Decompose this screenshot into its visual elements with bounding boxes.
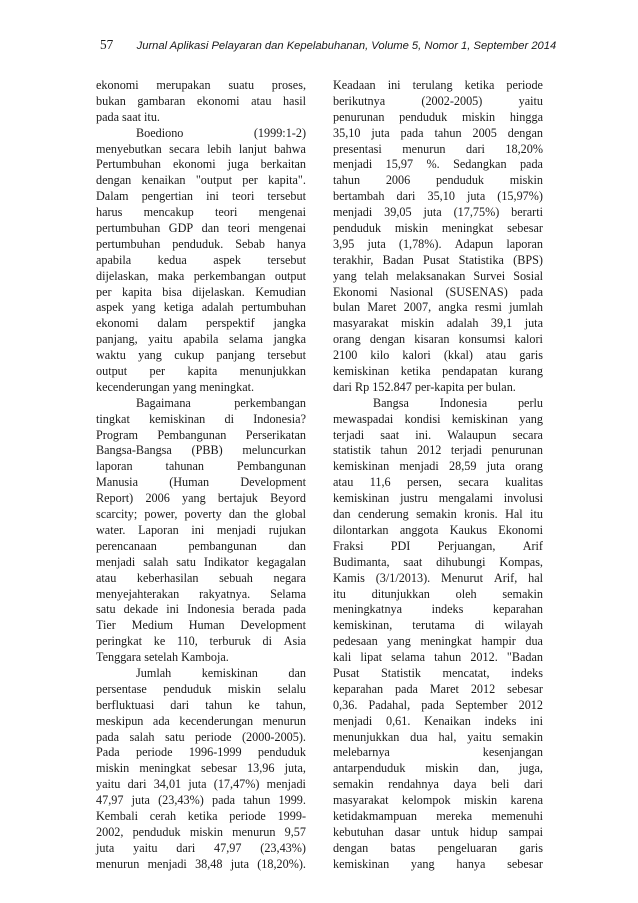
text-line: meskipun ada kecenderungan menurun xyxy=(96,713,306,728)
text-line: Kembali cerah ketika periode 1999- xyxy=(96,808,306,823)
text-line: menjadi 0,61. Kenaikan indeks ini xyxy=(333,713,543,728)
text-line: presentasi menurun dari 18,20% xyxy=(333,141,543,156)
text-line: laporan tahunan Pembangunan xyxy=(96,459,306,474)
text-line: Pada periode 1996-1999 penduduk xyxy=(96,745,306,760)
text-line: 2002, penduduk miskin menurun 9,57 xyxy=(96,824,306,839)
text-line: dijelaskan, maka perkembangan output xyxy=(96,268,306,283)
text-line: perencanaan pembangunan dan xyxy=(96,538,306,553)
text-line: output per kapita menunjukkan xyxy=(96,364,306,379)
text-line: Ekonomi Nasional (SUSENAS) pada xyxy=(333,284,543,299)
page-number: 57 xyxy=(100,37,114,52)
text-line: ekonomi merupakan suatu proses, xyxy=(96,78,306,92)
text-line: kemiskinan ketika pendapatan kurang xyxy=(333,364,543,379)
text-line: Tier Medium Human Development xyxy=(96,618,306,633)
text-line: waktu yang cukup panjang tersebut xyxy=(96,348,306,363)
text-line: apabila kedua aspek tersebut xyxy=(96,252,306,267)
text-line: menjadi 39,05 juta (17,75%) berarti xyxy=(333,205,543,220)
text-line: 35,10 juta pada tahun 2005 dengan xyxy=(333,125,543,140)
text-line: antarpenduduk miskin dan, juga, xyxy=(333,761,543,776)
text-line: masyarakat miskin adalah 39,1 juta xyxy=(333,316,543,331)
text-line: kemiskinan menjadi 28,59 juta orang xyxy=(333,459,543,474)
text-line: juta yaitu dari 47,97 (23,43%) xyxy=(96,840,306,855)
text-line: semakin rendahnya daya beli dari xyxy=(333,777,543,792)
text-line: bertambah dari 35,10 juta (15,97%) xyxy=(333,189,543,204)
text-line: tingkat kemiskinan di Indonesia? xyxy=(96,411,306,426)
text-line: Report) 2006 yang bertajuk Beyord xyxy=(96,491,306,506)
right-column xyxy=(333,78,543,873)
text-line: dan cenderung semakin kronis. Hal itu xyxy=(333,507,543,522)
text-line: bulan Maret 2007, angka resmi jumlah xyxy=(333,300,543,315)
text-line: pertumbuhan penduduk. Sebab hanya xyxy=(96,236,306,251)
text-line: keparahan pada Maret 2012 sebesar xyxy=(333,681,543,696)
text-line: Tenggara setelah Kamboja. xyxy=(96,650,229,665)
text-line: berfluktuasi dari tahun ke tahun, xyxy=(96,697,306,712)
text-line: water. Laporan ini menjadi rujukan xyxy=(96,522,306,537)
text-line: meningkatnya indeks keparahan xyxy=(333,602,543,617)
text-line: Boediono (1999:1-2) xyxy=(136,125,306,140)
text-line: Manusia (Human Development xyxy=(96,475,306,490)
text-line: peringkat ke 110, terburuk di Asia xyxy=(96,634,306,649)
text-line: Pertumbuhan ekonomi juga berkaitan xyxy=(96,157,306,172)
text-line: Bangsa Indonesia perlu xyxy=(373,395,543,410)
text-line: kemiskinan yang hanya sebesar xyxy=(333,856,543,871)
text-line: itu ditunjukkan oleh semakin xyxy=(333,586,543,601)
text-line: dari Rp 152.847 per-kapita per bulan. xyxy=(333,379,516,394)
text-line: menunjukkan dua hal, yaitu semakin xyxy=(333,729,543,744)
text-line: pertumbuhan GDP dan teori mengenai xyxy=(96,221,306,236)
text-line: dilontarkan anggota Kaukus Ekonomi xyxy=(333,522,543,537)
text-line: 2100 kilo kalori (kkal) atau garis xyxy=(333,348,543,363)
text-line: persentase penduduk miskin selalu xyxy=(96,681,306,696)
text-line: pada salah satu periode (2000-2005). xyxy=(96,729,306,744)
text-line: 0,36. Padahal, pada September 2012 xyxy=(333,697,543,712)
text-line: per kapita bisa dijelaskan. Kemudian xyxy=(96,284,306,299)
text-line: Budimanta, saat dihubungi Kompas, xyxy=(333,554,543,569)
text-line: kemiskinan justru mengalami involusi xyxy=(333,491,543,506)
text-line: melebarnya kesenjangan xyxy=(333,745,543,760)
text-line: mewaspadai kondisi kemiskinan yang xyxy=(333,411,543,426)
text-line: miskin meningkat sebesar 13,96 juta, xyxy=(96,761,306,776)
text-line: satu dekade ini Indonesia berada pada xyxy=(96,602,306,617)
text-line: terjadi saat ini. Walaupun secara xyxy=(333,427,543,442)
text-line: dengan batas pengeluaran garis xyxy=(333,840,543,855)
text-line: orang dengan kisaran konsumsi kalori xyxy=(333,332,543,347)
text-line: ketidakmampuan mereka memenuhi xyxy=(333,808,543,823)
text-line: kali lipat selama tahun 2012. "Badan xyxy=(333,650,543,665)
text-line: kemiskinan, terutama di wilayah xyxy=(333,618,543,633)
text-line: statistik tahun 2012 terjadi penurunan xyxy=(333,443,543,458)
text-line: yang telah melaksanakan Survei Sosial xyxy=(333,268,543,283)
text-line: ekonomi dalam perspektif jangka xyxy=(96,316,306,331)
text-line: penduduk miskin meningkat sebesar xyxy=(333,221,543,236)
text-line: penurunan penduduk miskin hingga xyxy=(333,109,543,124)
text-line: berikutnya (2002-2005) yaitu xyxy=(333,93,543,108)
text-line: Program Pembangunan Perserikatan xyxy=(96,427,306,442)
text-line: tahun 2006 penduduk miskin xyxy=(333,173,543,188)
page-header xyxy=(100,36,598,55)
text-line: Bangsa-Bangsa (PBB) meluncurkan xyxy=(96,443,306,458)
text-line: masyarakat kelompok miskin karena xyxy=(333,793,543,808)
text-line: menyejahterakan rakyatnya. Selama xyxy=(96,586,306,601)
text-line: Bagaimana perkembangan xyxy=(136,395,306,410)
left-column xyxy=(96,78,306,873)
text-line: aspek yang ketiga adalah pertumbuhan xyxy=(96,300,306,315)
text-line: Keadaan ini terulang ketika periode xyxy=(333,78,543,92)
text-line: Kamis (3/1/2013). Menurut Arif, hal xyxy=(333,570,543,585)
text-line: menurun menjadi 38,48 juta (18,20%). xyxy=(96,856,306,871)
text-line: harus mencakup teori mengenai xyxy=(96,205,306,220)
text-line: Fraksi PDI Perjuangan, Arif xyxy=(333,538,543,553)
text-line: menyebutkan secara lebih lanjut bahwa xyxy=(96,141,306,156)
text-line: menjadi salah satu Indikator kegagalan xyxy=(96,554,306,569)
text-line: menjadi 15,97 %. Sedangkan pada xyxy=(333,157,543,172)
text-line: kebutuhan dasar untuk hidup sampai xyxy=(333,824,543,839)
text-line: 3,95 juta (1,78%). Adapun laporan xyxy=(333,236,543,251)
text-line: Jumlah kemiskinan dan xyxy=(136,665,306,680)
text-line: terakhir, Badan Pusat Statistika (BPS) xyxy=(333,252,543,267)
text-line: pada saat itu. xyxy=(96,109,160,124)
text-line: panjang, yaitu apabila selama jangka xyxy=(96,332,306,347)
text-line: yaitu dari 34,01 juta (17,47%) menjadi xyxy=(96,777,306,792)
text-line: atau 11,6 persen, secara kualitas xyxy=(333,475,543,490)
text-line: bukan gambaran ekonomi atau hasil xyxy=(96,93,306,108)
text-line: scarcity; power, poverty dan the global xyxy=(96,507,306,522)
text-line: 47,97 juta (23,43%) pada tahun 1999. xyxy=(96,793,306,808)
text-line: atau keberhasilan sebuah negara xyxy=(96,570,306,585)
journal-title: Jurnal Aplikasi Pelayaran dan Kepelabuhanan, Volume 5, Nomor 1, September 2014 xyxy=(136,40,557,52)
text-line: kecenderungan yang meningkat. xyxy=(96,379,255,394)
text-line: pedesaan yang meningkat hampir dua xyxy=(333,634,543,649)
text-line: Dalam pengertian ini teori tersebut xyxy=(96,189,306,204)
text-line: Pusat Statistik mencatat, indeks xyxy=(333,665,543,680)
text-line: dengan kenaikan "output per kapita". xyxy=(96,173,306,188)
